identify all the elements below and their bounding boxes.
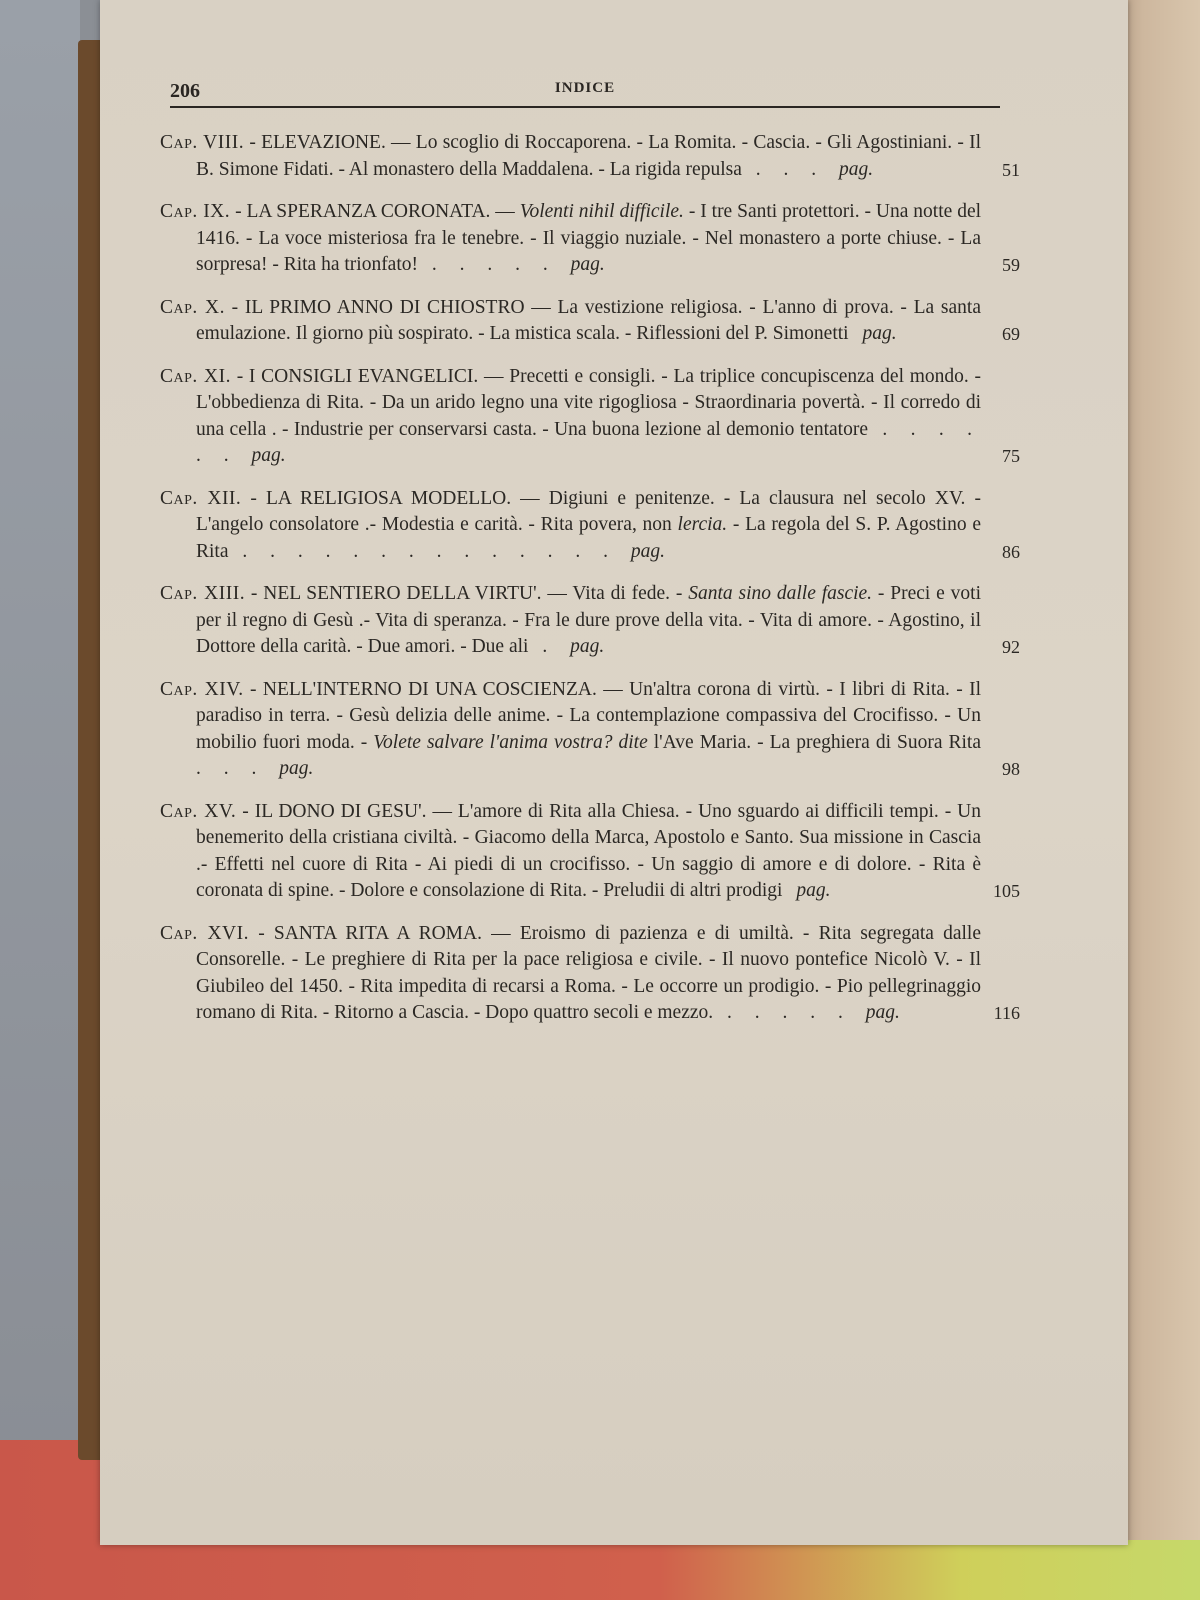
pag-label: pag. [251,445,286,466]
toc-entry-text [160,799,981,905]
chapter-summary: - LA RELIGIOSA MODELLO. — Digiuni e penitenze. - La clausura nel secolo XV. - L'angelo consolatore .- Modestia e carità. - Rita povera, non [196,487,981,535]
toc-entry [160,130,1020,183]
toc-entry [160,364,1020,470]
pag-label: pag. [862,323,897,344]
chapter-label: Cap. XIV. [160,678,244,700]
italic-phrase: Volenti nihil difficile. [519,201,684,222]
toc-page-number: 98 [1002,759,1020,779]
chapter-summary: - ELEVAZIONE. — Lo scoglio di Roccaporena. - La Romita. - Cascia. - Gli Agostiniani. - Il B. Simone Fidati. - Al monastero della Maddalena. - La rigida repulsa [196,132,981,180]
dot-leader [782,880,796,901]
italic-phrase: lercia. [677,514,728,535]
pag-label: pag. [630,540,665,562]
chapter-summary: l'Ave Maria. - La preghiera di Suora Rita [647,731,981,753]
running-title: INDICE [554,80,616,96]
toc-entry [160,295,1020,348]
chapter-summary: - SANTA RITA A ROMA. — Eroismo di pazienza e di umiltà. - Rita segregata dalle Consorelle. - Le preghiere di Rita per la pace religiosa e civile. - Il nuovo pontefice Nicolò V. - Il Giubileo del 1450. - Rita impedita di recarsi a Roma. - Le occorre un prodigio. - Pio pellegrinaggio romano di Rita. - Ritorno a Cascia. - Dopo quattro secoli e mezzo. [196,922,981,1023]
pag-label: pag. [796,880,831,901]
chapter-label: Cap. XI. [160,365,231,387]
dot-leader: . . . [741,158,839,180]
pag-label: pag. [279,758,314,779]
toc-page-number: 92 [1002,637,1020,657]
toc-page-number: 69 [1002,324,1020,344]
chapter-summary: - Preci e voti per il regno di Gesù .- Vita di speranza. - Fra le dure prove della vita. - Vita di amore. - Agostino, il Dottore della carità. - Due amori. - Due ali [196,583,982,657]
chapter-label: Cap. VIII. [160,132,245,153]
chapter-summary: - La regola del S. P. Agostino e Rita [196,514,981,562]
italic-phrase: Santa sino dalle fascie. [688,583,873,604]
toc-page-number: 116 [993,1003,1020,1023]
background-left [0,0,80,1460]
toc-entry-text [160,199,981,279]
toc-page-number: 75 [1002,446,1020,466]
toc-entry-text [160,295,981,348]
chapter-summary: - LA SPERANZA CORONATA. — [230,201,520,222]
chapter-label: Cap. IX. [160,201,231,222]
page-header [170,76,1000,108]
chapter-summary: - IL DONO DI GESU'. — L'amore di Rita alla Chiesa. - Uno sguardo ai difficili tempi. - Un benemerito della cristiana civiltà. - Giacomo della Marca, Apostolo e Santo. Sua missione in Cascia .- Effetti nel cuore di Rita - Ai piedi di un crocifisso. - Un saggio di amore e di dolore. - Rita è coronata di spine. - Dolore e consolazione di Rita. - Preludii di altri prodigi [196,800,982,901]
toc-entry [160,199,1020,279]
chapter-label: Cap. X. [160,296,225,318]
dot-leader: . . . . . . . . . . . . . . [228,540,631,562]
pag-label: pag. [839,158,874,180]
chapter-summary: - I CONSIGLI EVANGELICI. — Precetti e consigli. - La triplice concupiscenza del mondo. - L'obbedienza di Rita. - Da un arido legno una vite rigogliosa - Straordinaria povertà. - Il corredo di una cella . - Industrie per conservarsi casta. - Una buona lezione al demonio tentatore [196,365,981,440]
dot-leader [849,323,863,344]
pag-label: pag. [570,254,605,275]
toc-entry [160,677,1020,783]
chapter-label: Cap. XV. [160,800,237,822]
toc-page-number: 59 [1002,255,1020,275]
toc-entry [160,799,1020,905]
chapter-summary: - IL PRIMO ANNO DI CHIOSTRO — La vestizione religiosa. - L'anno di prova. - La santa emulazione. Il giorno più sospirato. - La mistica scala. - Riflessioni del P. Simonetti [196,296,981,344]
chapter-summary: - I tre Santi protettori. - Una notte del 1416. - La voce misteriosa fra le tenebre. - Il viaggio nuziale. - Nel monastero a porte chiuse. - La sorpresa! - Rita ha trionfato! [196,201,982,275]
book-facing-page-edge [1118,0,1200,1540]
chapter-label: Cap. XII. [160,487,242,509]
dot-leader: . . . . . [713,1002,866,1023]
pag-label: pag. [865,1002,900,1023]
dot-leader: . . . . . [418,254,571,275]
toc-entry-text [160,581,981,661]
toc-page-number: 86 [1002,541,1020,562]
italic-phrase: Volete salvare l'anima vostra? dite [373,731,648,753]
toc-entry-text [160,486,981,566]
toc-entry-text [160,921,981,1027]
toc-entry-text [160,364,981,470]
chapter-summary: - NEL SENTIERO DELLA VIRTU'. — Vita di fede. - [245,583,689,604]
toc-entry-text [160,130,981,183]
table-of-contents [160,130,1020,1043]
chapter-label: Cap. XIII. [160,583,246,604]
toc-entry [160,486,1020,566]
toc-entry [160,921,1020,1027]
dot-leader: . . . . . . [196,418,981,466]
dot-leader: . . . [196,758,280,779]
toc-entry-text [160,677,981,783]
chapter-summary: - NELL'INTERNO DI UNA COSCIENZA. — Un'altra corona di virtù. - I libri di Rita. - Il paradiso in terra. - Gesù delizia delle anime. - La contemplazione compassiva del Crocifisso. - Un mobilio fuori moda. - [196,678,981,753]
pag-label: pag. [570,636,605,657]
dot-leader: . [528,636,571,657]
toc-entry [160,581,1020,661]
chapter-label: Cap. XVI. [160,922,249,944]
toc-page-number: 51 [1002,159,1020,180]
toc-page-number: 105 [993,881,1020,901]
page-number: 206 [170,80,200,102]
